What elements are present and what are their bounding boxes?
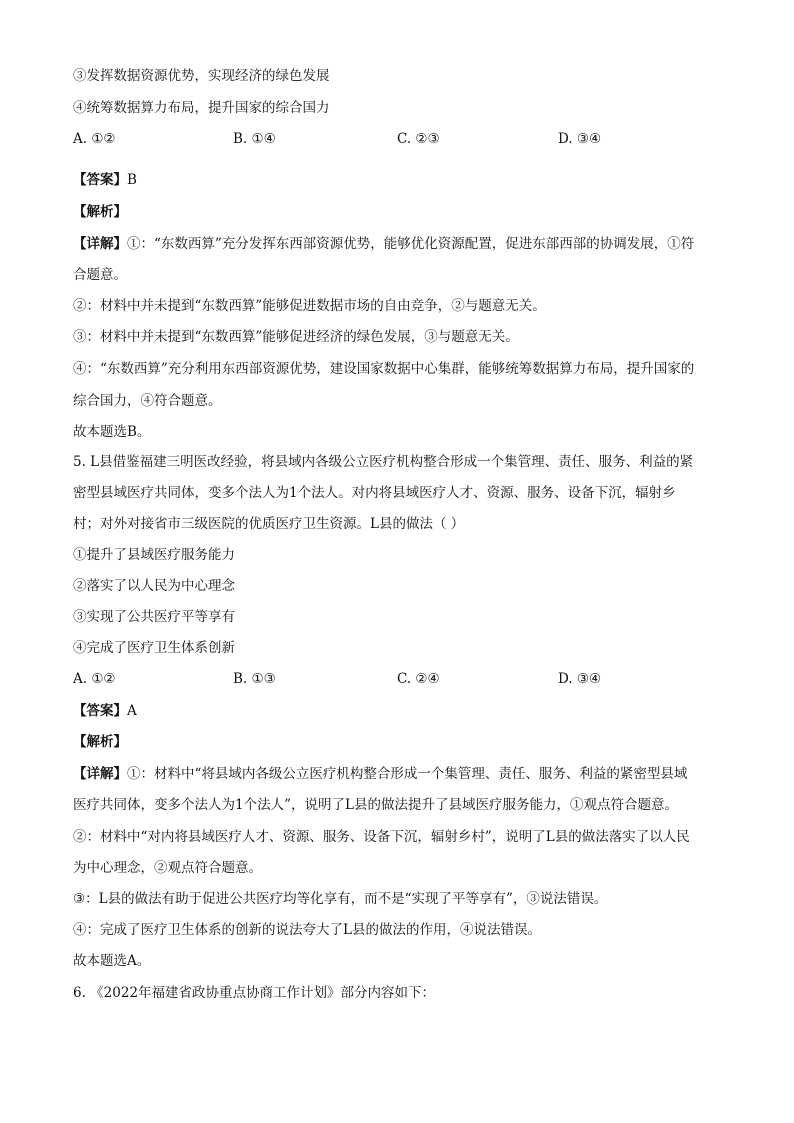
- answer-value: B: [127, 172, 137, 188]
- q5-item-1: ①提升了县域医疗服务能力: [73, 547, 235, 563]
- q5-option-d: D. ③④: [558, 671, 602, 687]
- q5-detail-line: 医疗共同体，变多个法人为1个法人”，说明了L县的做法提升了县域医疗服务能力，①观点符合题意。: [73, 797, 678, 813]
- q4-detail-line: ③：材料中并未提到“东数西算”能够促进经济的绿色发展，③与题意无关。: [73, 329, 519, 345]
- q4-item-3: ③发挥数据资源优势，实现经济的绿色发展: [73, 68, 330, 84]
- q5-stem-line: 村；对外对接省市三级医院的优质医疗卫生资源。L县的做法（ ）: [73, 516, 465, 532]
- q4-analysis-label: 【解析】: [73, 204, 127, 220]
- detail-label: 【详解】: [73, 236, 127, 252]
- q5-options: [73, 671, 713, 689]
- q5-detail-line: 为中心理念，②观点符合题意。: [73, 860, 262, 876]
- q4-detail-line: 综合国力，④符合题意。: [73, 393, 222, 409]
- detail-label: 【详解】: [73, 766, 127, 782]
- q4-item-4: ④统筹数据算力布局，提升国家的综合国力: [73, 100, 330, 116]
- q5-option-a: A. ①②: [73, 671, 116, 687]
- answer-label: 【答案】: [73, 703, 127, 719]
- q5-detail-line: ②：材料中“对内将县域医疗人才、资源、服务、设备下沉，辐射乡村”，说明了L县的做法落实了以人民: [73, 829, 690, 845]
- q5-option-b: B. ①③: [233, 671, 276, 687]
- q4-detail-line: 合题意。: [73, 267, 127, 283]
- q4-option-b: B. ①④: [233, 131, 276, 147]
- q4-option-a: A. ①②: [73, 131, 116, 147]
- q4-detail-line: ④：“东数西算”充分利用东西部资源优势，建设国家数据中心集群，能够统筹数据算力布局，提升国家的: [73, 361, 695, 377]
- q5-analysis-label: 【解析】: [73, 734, 127, 750]
- q5-answer: [73, 702, 137, 720]
- q4-detail-line: ②：材料中并未提到“东数西算”能够促进数据市场的自由竞争，②与题意无关。: [73, 298, 546, 314]
- q5-option-c: C. ②④: [397, 671, 440, 687]
- q4-options: [73, 131, 713, 149]
- q5-detail-line: ④：完成了医疗卫生体系的创新的说法夸大了L县的做法的作用，④说法错误。: [73, 922, 541, 938]
- q4-detail-line: 【详解】①：“东数西算”充分发挥东西部资源优势，能够优化资源配置，促进东部西部的协调发展，①符: [73, 236, 695, 252]
- q5-detail-line: ③：L县的做法有助于促进公共医疗均等化享有，而不是“实现了平等享有”，③说法错误。: [73, 891, 608, 907]
- q4-answer: [73, 171, 137, 189]
- q5-stem-line: 密型县域医疗共同体，变多个法人为1个法人。对内将县域医疗人才、资源、服务、设备下沉，辐射乡: [73, 485, 676, 501]
- answer-value: A: [127, 703, 137, 719]
- q5-conclusion: 故本题选A。: [73, 953, 151, 969]
- q5-item-2: ②落实了以人民为中心理念: [73, 578, 235, 594]
- q6-stem: 6. 《2022年福建省政协重点协商工作计划》部分内容如下：: [73, 985, 436, 1001]
- q5-item-4: ④完成了医疗卫生体系创新: [73, 640, 235, 656]
- q5-item-3: ③实现了公共医疗平等享有: [73, 609, 235, 625]
- q5-stem-line: 5. L县借鉴福建三明医改经验，将县域内各级公立医疗机构整合形成一个集管理、责任、服务、利益的紧: [73, 454, 694, 470]
- q4-option-d: D. ③④: [558, 131, 602, 147]
- q4-option-c: C. ②③: [397, 131, 440, 147]
- answer-label: 【答案】: [73, 172, 127, 188]
- q5-detail-line: 【详解】①：材料中“将县域内各级公立医疗机构整合形成一个集管理、责任、服务、利益的紧密型县域: [73, 766, 688, 782]
- q4-conclusion: 故本题选B。: [73, 424, 151, 440]
